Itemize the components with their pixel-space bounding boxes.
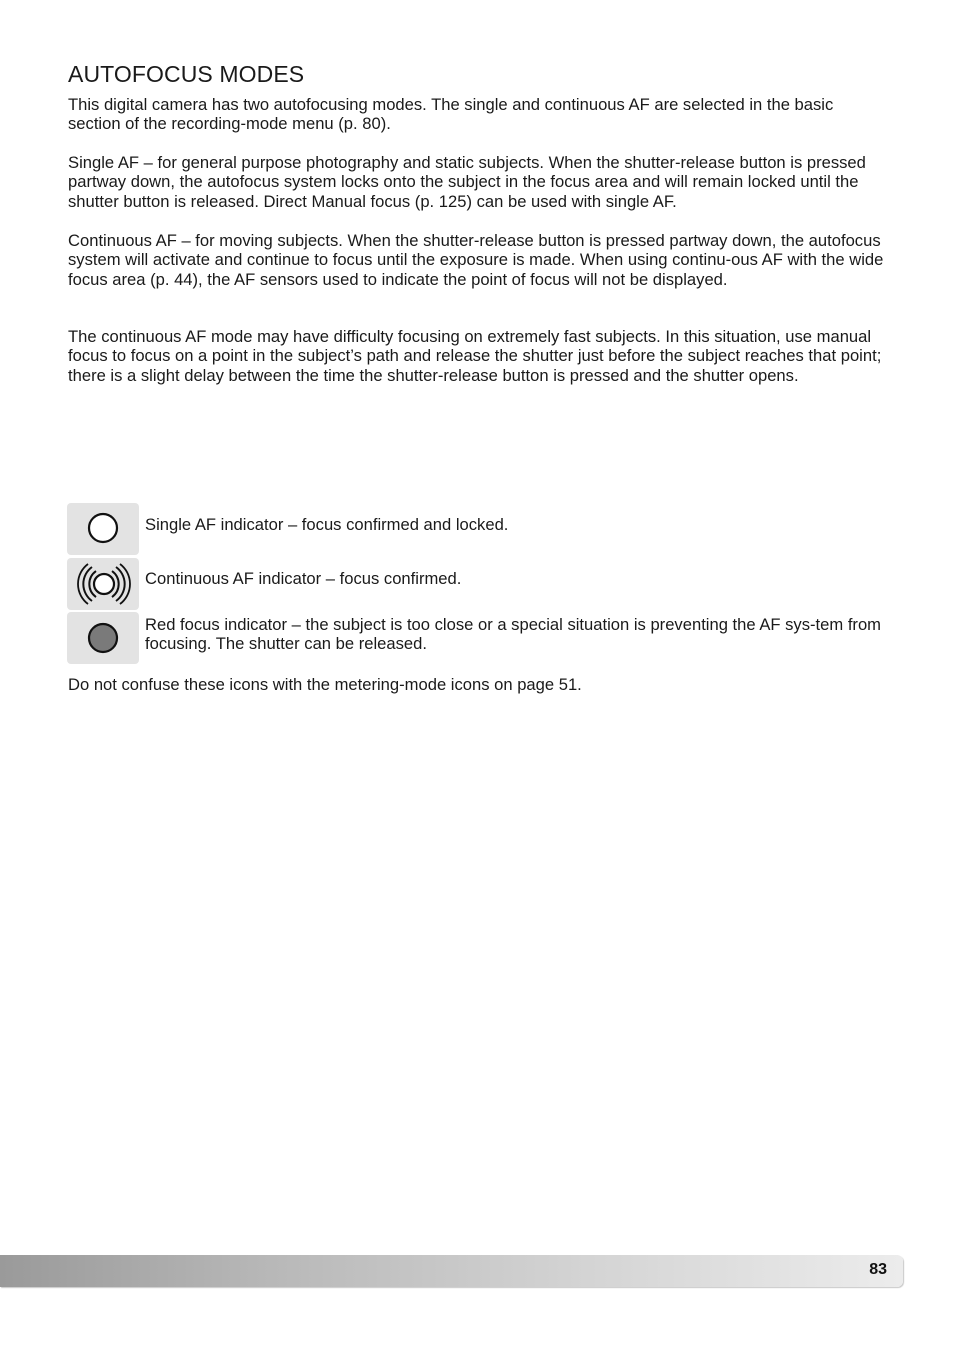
- fast-subjects-paragraph: The continuous AF mode may have difficulty focusing on extremely fast subjects. In this situation, use manual focus to focus on a point in the subject’s path and release the shutter just before the subject reaches that point; there is a slight delay between the time the shutter-release button is pressed and the shutter opens.: [68, 327, 882, 385]
- page-title: AUTOFOCUS MODES: [68, 61, 305, 87]
- red-focus-indicator-text: Red focus indicator – the subject is too close or a special situation is preventing the AF sys-tem from focusing. The shutter can be released.: [145, 615, 882, 654]
- single-af-paragraph: Single AF – for general purpose photography and static subjects. When the shutter-release button is pressed partway down, the autofocus system locks onto the subject in the focus area and will remain locked until the shutter button is released. Direct Manual focus (p. 125) can be used with single AF.: [68, 153, 866, 211]
- red-focus-indicator-icon: [67, 612, 139, 664]
- single-af-indicator-icon: [67, 503, 139, 555]
- page-number: 83: [869, 1261, 887, 1278]
- metering-note: Do not confuse these icons with the metering-mode icons on page 51.: [68, 675, 582, 694]
- intro-paragraph: This digital camera has two autofocusing modes. The single and continuous AF are selected in the basic section of the recording-mode menu (p. 80).: [68, 95, 834, 134]
- continuous-af-indicator-icon: [67, 558, 139, 610]
- continuous-af-paragraph: Continuous AF – for moving subjects. When the shutter-release button is pressed partway down, the autofocus system will activate and continue to focus until the exposure is made. When using continu-ous AF with the wide focus area (p. 44), the AF sensors used to indicate the point of focus will not be displayed.: [68, 231, 884, 289]
- single-af-indicator-text: Single AF indicator – focus confirmed and locked.: [145, 515, 509, 534]
- continuous-af-indicator-text: Continuous AF indicator – focus confirmed.: [145, 569, 462, 588]
- footer-bar: [0, 1255, 903, 1287]
